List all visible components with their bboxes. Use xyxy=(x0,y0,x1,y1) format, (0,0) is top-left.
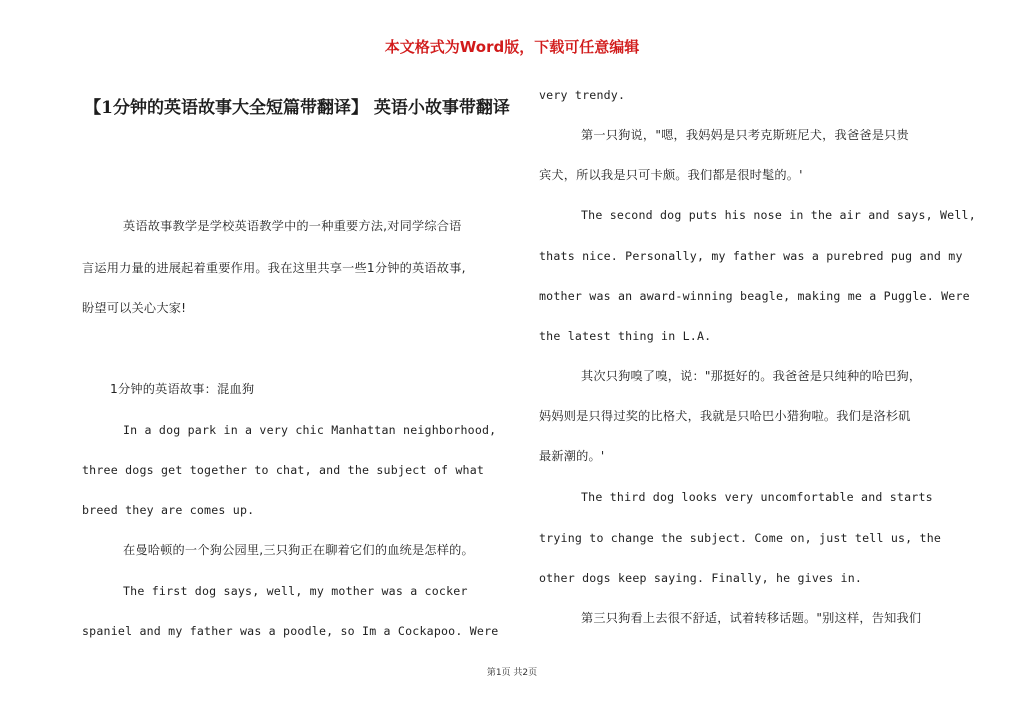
left-line-3: 盼望可以关心大家! xyxy=(82,301,187,315)
download-banner: 本文格式为Word版，下载可任意编辑 xyxy=(384,38,640,56)
left-line-2: 言运用力量的进展起着重要作用。我在这里共享一些1分钟的英语故事, xyxy=(82,261,466,275)
right-line-1: very trendy. xyxy=(539,88,626,102)
right-line-9: 妈妈则是只得过奖的比格犬，我就是只哈巴小猎狗啦。我们是洛杉矶 xyxy=(539,409,911,423)
left-line-7: breed they are comes up. xyxy=(82,503,255,517)
right-line-3: 宾犬，所以我是只可卡颇。我们都是很时髦的。' xyxy=(539,168,803,182)
right-line-2: 第一只狗说，"嗯，我妈妈是只考克斯班尼犬，我爸爸是只贵 xyxy=(581,128,909,142)
right-line-11: The third dog looks very uncomfortable and starts xyxy=(581,490,933,504)
left-line-5: In a dog park in a very chic Manhattan neighborhood, xyxy=(123,423,497,437)
right-line-5: thats nice. Personally, my father was a purebred pug and my xyxy=(539,249,963,263)
right-line-10: 最新潮的。' xyxy=(539,449,605,463)
left-line-1: 英语故事教学是学校英语教学中的一种重要方法,对同学综合语 xyxy=(123,219,462,233)
page-number: 第1页 共2页 xyxy=(486,668,538,678)
right-line-4: The second dog puts his nose in the air and says, Well, xyxy=(581,208,976,222)
right-line-12: trying to change the subject. Come on, just tell us, the xyxy=(539,531,942,545)
right-line-13: other dogs keep saying. Finally, he gives in. xyxy=(539,571,863,585)
left-line-4: 1分钟的英语故事：混血狗 xyxy=(110,382,255,396)
left-line-10: spaniel and my father was a poodle, so Im a Cockapoo. Were xyxy=(82,624,499,638)
left-line-8: 在曼哈顿的一个狗公园里,三只狗正在聊着它们的血统是怎样的。 xyxy=(123,543,474,557)
left-line-9: The first dog says, well, my mother was a cocker xyxy=(123,584,468,598)
right-line-8: 其次只狗嗅了嗅，说："那挺好的。我爸爸是只纯种的哈巴狗， xyxy=(581,369,922,383)
right-line-7: the latest thing in L.A. xyxy=(539,329,712,343)
left-line-6: three dogs get together to chat, and the subject of what xyxy=(82,463,485,477)
article-title: 【1分钟的英语故事大全短篇带翻译】 英语小故事带翻译 xyxy=(84,98,510,118)
right-line-14: 第三只狗看上去很不舒适，试着转移话题。"别这样，告知我们 xyxy=(581,611,922,625)
right-line-6: mother was an award-winning beagle, making me a Puggle. Were xyxy=(539,289,970,303)
